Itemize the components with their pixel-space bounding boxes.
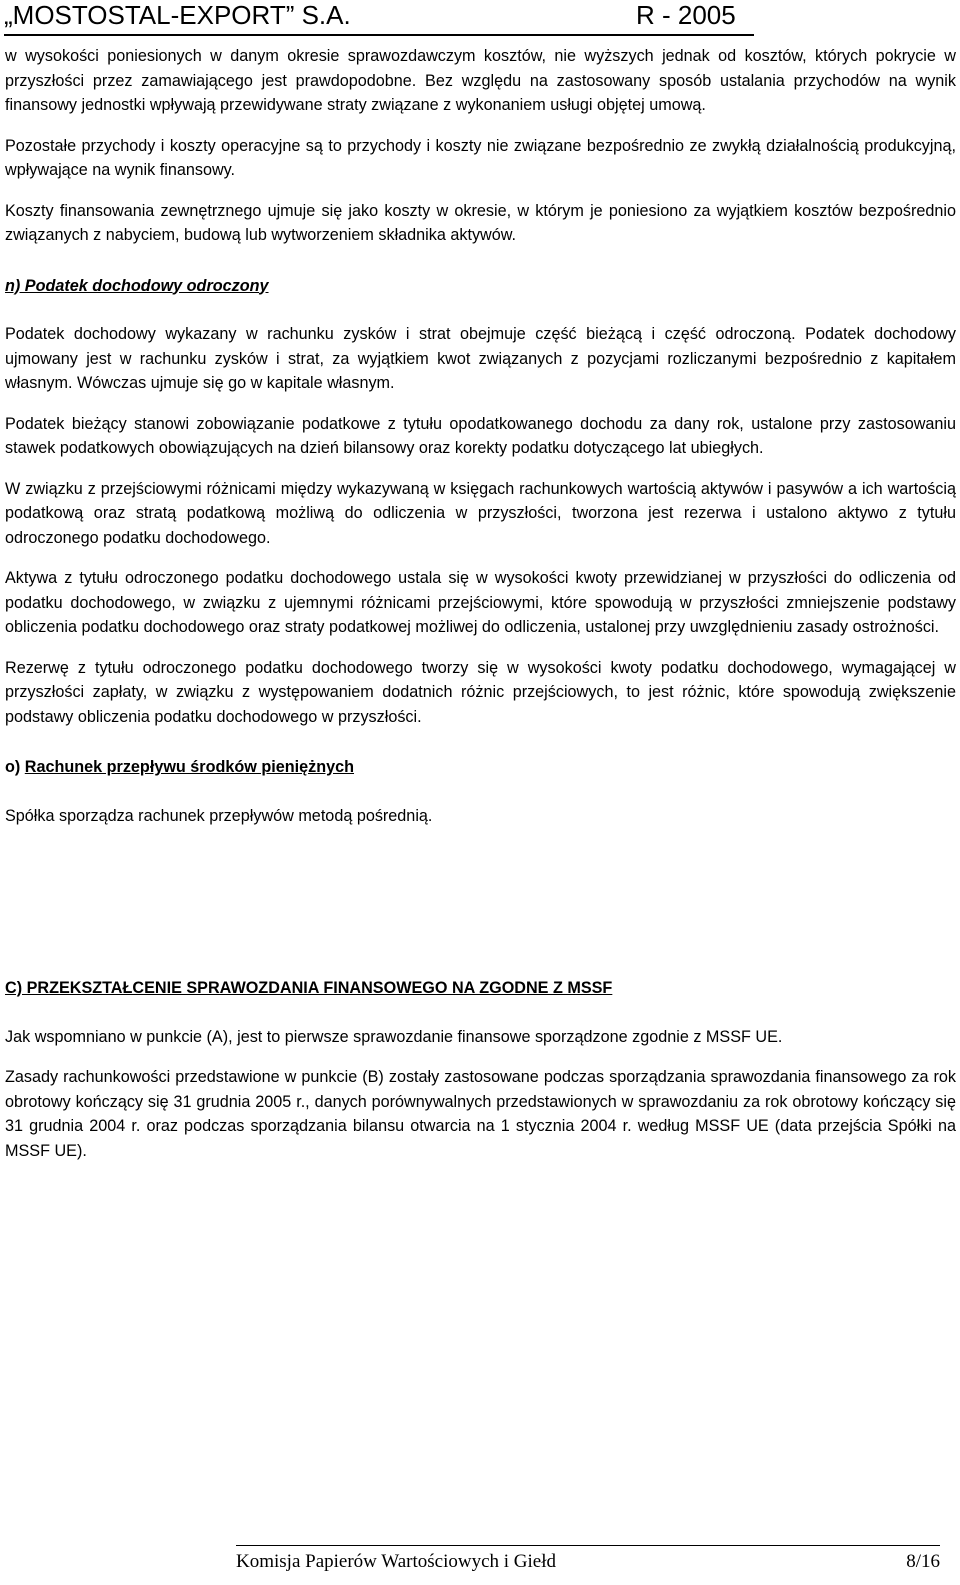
paragraph-deferred-tax-assets: Aktywa z tytułu odroczonego podatku dochodowego ustala się w wysokości kwoty przewidzianej w przyszłości do odliczenia od podatku dochodowego, w związku z ujemnymi różnicami przejściowymi, które spowodują w przyszłości zmniejszenie podstawy obliczenia podatku dochodowego oraz straty podatkowej możliwej do odliczenia, ustalonej przy uwzględnieniu zasady ostrożności. (5, 569, 956, 636)
section-heading-cash-flow-text: Rachunek przepływu środków pieniężnych (24, 758, 355, 776)
paragraph-first-ifrs-statement: Jak wspomniano w punkcie (A), jest to pierwsze sprawozdanie finansowe sporządzone zgodnie z MSSF UE. (5, 1027, 783, 1046)
page-number: 8/16 (906, 1551, 940, 1572)
paragraph-financing-costs: Koszty finansowania zewnętrznego ujmuje się jako koszty w okresie, w którym je poniesiono za wyjątkiem kosztów bezpośrednio związanych z nabyciem, budową lub wytworzeniem składnika aktywów. (5, 201, 956, 244)
section-heading-ifrs-conversion (5, 976, 956, 1001)
page-footer (236, 1545, 940, 1576)
document-body (5, 44, 956, 1163)
page-header (4, 0, 754, 36)
section-heading-deferred-tax: n) Podatek dochodowy odroczony (5, 276, 269, 295)
footer-organization: Komisja Papierów Wartościowych i Giełd (236, 1551, 557, 1572)
paragraph-revenue-recognition: w wysokości poniesionych w danym okresie sprawozdawczym kosztów, nie wyższych jednak od kosztów, których pokrycie w przyszłości przez zamawiającego jest prawdopodobne. Bez względu na zastosowany sposób ustalania przychodów na wynik finansowy jednostki wpływają przewidywane straty związane z wykonaniem usługi objętej umową. (5, 47, 956, 114)
section-heading-ifrs-conversion-text: C) PRZEKSZTAŁCENIE SPRAWOZDANIA FINANSOWEGO NA ZGODNE Z MSSF (5, 979, 613, 997)
section-heading-cash-flow-prefix: o) (5, 758, 25, 776)
section-heading-cash-flow (5, 755, 956, 780)
company-name: „MOSTOSTAL-EXPORT” S.A. (4, 0, 351, 30)
paragraph-cash-flow-method: Spółka sporządza rachunek przepływów metodą pośrednią. (5, 806, 433, 825)
paragraph-deferred-tax-provision: Rezerwę z tytułu odroczonego podatku dochodowego tworzy się w wysokości kwoty podatku dochodowego, wymagającej w przyszłości zapłaty, w związku z występowaniem dodatnich różnic przejściowych, to jest różnic, które spowodują zwiększenie podstawy obliczenia podatku dochodowego w przyszłości. (5, 658, 956, 726)
report-id: R - 2005 (636, 0, 736, 30)
paragraph-income-tax: Podatek dochodowy wykazany w rachunku zysków i strat obejmuje część bieżącą i część odroczoną. Podatek dochodowy ujmowany jest w rachunku zysków i strat, za wyjątkiem kwot związanych z pozycjami rozliczanymi bezpośrednio z kapitałem własnym. Wówczas ujmuje się go w kapitale własnym. (5, 325, 956, 392)
paragraph-accounting-principles: Zasady rachunkowości przedstawione w punkcie (B) zostały zastosowane podczas sporządzania sprawozdania finansowego za rok obrotowy kończący się 31 grudnia 2005 r., danych porównywalnych przedstawionych w sprawozdaniu za rok obrotowy kończący się 31 grudnia 2004 r. oraz podczas sporządzania bilansu otwarcia na 1 stycznia 2004 r. według MSSF UE (data przejścia Spółki na MSSF UE). (5, 1068, 956, 1160)
paragraph-current-tax: Podatek bieżący stanowi zobowiązanie podatkowe z tytułu opodatkowanego dochodu za dany rok, ustalone przy zastosowaniu stawek podatkowych obowiązujących na dzień bilansowy oraz korekty podatku dotyczącego lat ubiegłych. (5, 414, 956, 457)
paragraph-other-operating: Pozostałe przychody i koszty operacyjne są to przychody i koszty nie związane bezpośrednio ze zwykłą działalnością produkcyjną, wpływające na wynik finansowy. (5, 136, 956, 179)
paragraph-temporary-differences: W związku z przejściowymi różnicami między wykazywaną w księgach rachunkowych wartością aktywów i pasywów a ich wartością podatkową oraz stratą podatkową możliwą do odliczenia w przyszłości, tworzona jest rezerwa i ustalono aktywo z tytułu odroczonego podatku dochodowego. (5, 479, 956, 547)
